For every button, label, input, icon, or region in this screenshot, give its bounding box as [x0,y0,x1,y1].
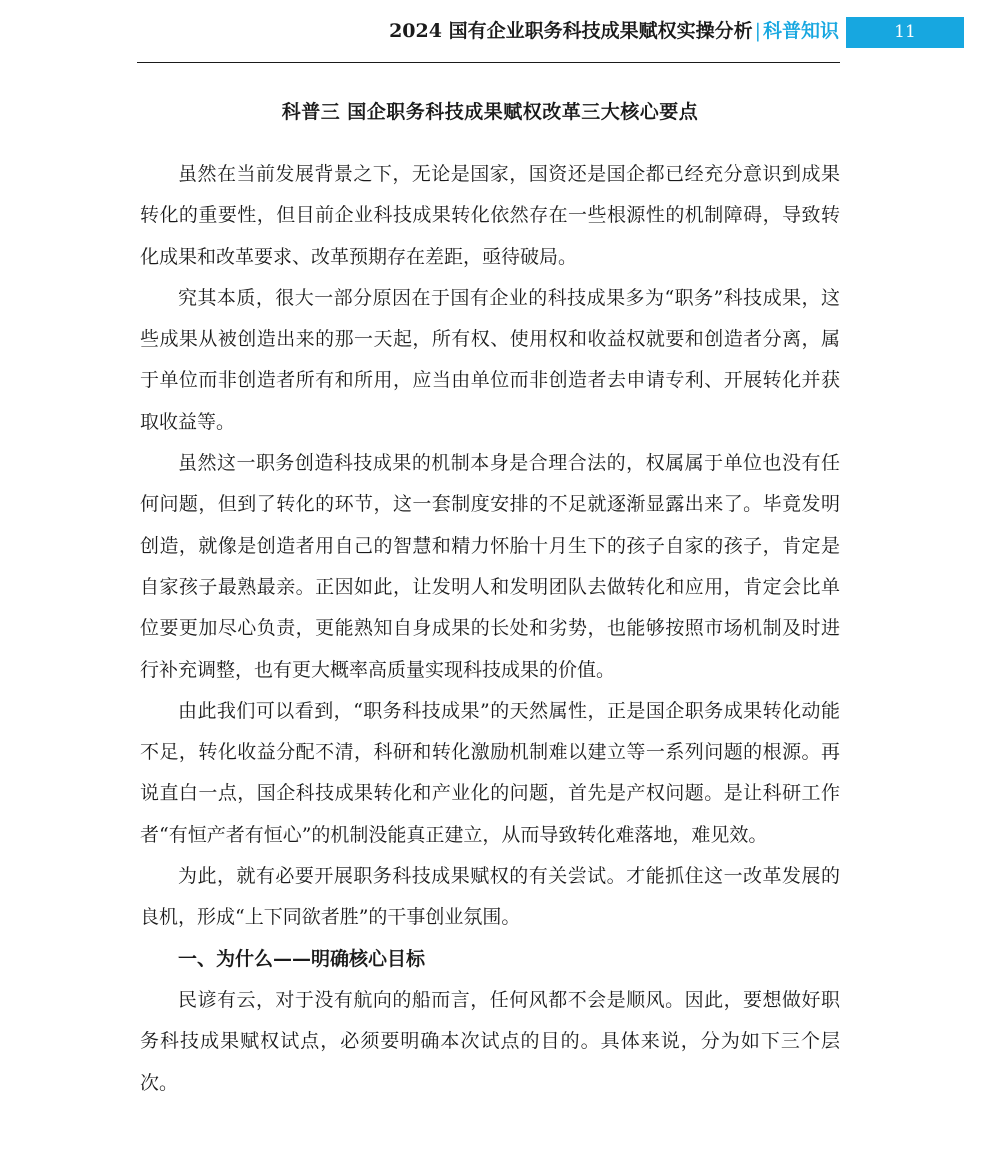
page-number: 11 [894,22,916,42]
paragraph-3: 虽然这一职务创造科技成果的机制本身是合理合法的，权属属于单位也没有任何问题，但到了转化的环节，这一套制度安排的不足就逐渐显露出来了。毕竟发明创造，就像是创造者用自己的智慧和精力怀胎十月生下的孩子自家的孩子，肯定是自家孩子最熟最亲。正因如此，让发明人和发明团队去做转化和应用，肯定会比单位要更加尽心负责，更能熟知自身成果的长处和劣势，也能够按照市场机制及时进行补充调整，也有更大概率高质量实现科技成果的价值。 [140,452,840,681]
paragraph-1: 虽然在当前发展背景之下，无论是国家，国资还是国企都已经充分意识到成果转化的重要性，但目前企业科技成果转化依然存在一些根源性的机制障碍，导致转化成果和改革要求、改革预期存在差距，亟待破局。 [140,163,840,268]
header-title [389,17,839,45]
header-separator: | [754,20,761,42]
page-number-badge [846,17,964,48]
paragraph-5: 为此，就有必要开展职务科技成果赋权的有关尝试。才能抓住这一改革发展的良机，形成“上下同欲者胜”的干事创业氛围。 [140,865,840,929]
article-body [140,92,840,1104]
article-title: 科普三 国企职务科技成果赋权改革三大核心要点 [281,101,699,123]
header-divider [137,62,840,63]
section-label: 科普知识 [762,20,839,42]
section-heading: 一、为什么——明确核心目标 [178,947,426,970]
document-title: 2024 国有企业职务科技成果赋权实操分析 [389,20,753,42]
paragraph-2: 究其本质，很大一部分原因在于国有企业的科技成果多为“职务”科技成果，这些成果从被创造出来的那一天起，所有权、使用权和收益权就要和创造者分离，属于单位而非创造者所有和所用，应当由单位而非创造者去申请专利、开展转化并获取收益等。 [140,286,840,433]
paragraph-6: 民谚有云，对于没有航向的船而言，任何风都不会是顺风。因此，要想做好职务科技成果赋权试点，必须要明确本次试点的目的。具体来说，分为如下三个层次。 [140,988,840,1094]
paragraph-4: 由此我们可以看到，“职务科技成果”的天然属性，正是国企职务成果转化动能不足，转化收益分配不清，科研和转化激励机制难以建立等一系列问题的根源。再说直白一点，国企科技成果转化和产业化的问题，首先是产权问题。是让科研工作者“有恒产者有恒心”的机制没能真正建立，从而导致转化难落地，难见效。 [140,699,840,846]
